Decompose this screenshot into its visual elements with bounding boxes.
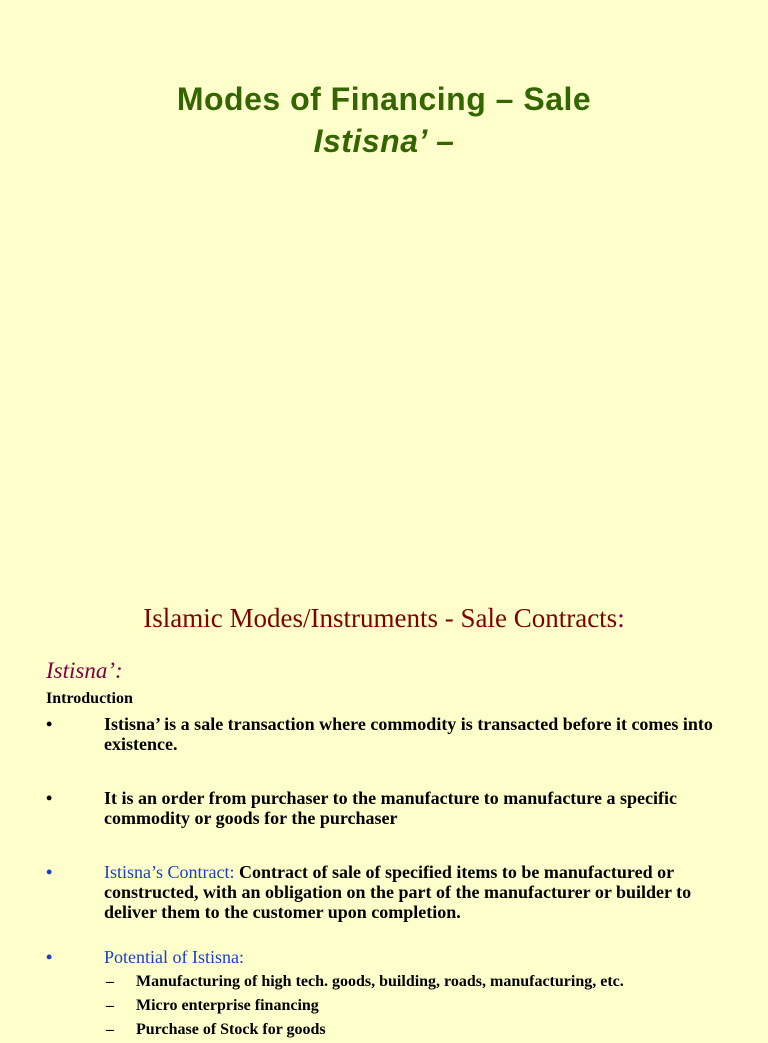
istisna-title: Istisna’:	[46, 658, 123, 683]
introduction-label: Introduction	[46, 690, 133, 707]
bullet-icon: •	[46, 862, 53, 882]
bullet-text	[104, 947, 736, 967]
potential-list	[106, 971, 746, 1043]
bullet-potential	[46, 947, 736, 967]
bullet-contract	[46, 862, 736, 922]
bullet-text: It is an order from purchaser to the manufacture to manufacture a specific commodity or goods for the purchaser	[104, 788, 677, 828]
bullet-icon: •	[46, 788, 53, 808]
potential-label: Potential of Istisna:	[104, 947, 244, 967]
bullet-text: Istisna’ is a sale transaction where commodity is transacted before it comes into existence.	[104, 714, 713, 754]
title-line-1: Modes of Financing – Sale	[176, 81, 592, 117]
contract-label: Istisna’s Contract:	[104, 862, 235, 882]
section-heading	[0, 603, 768, 634]
bullet-icon: •	[46, 714, 53, 734]
dash-icon: –	[106, 997, 114, 1014]
slide-title	[0, 78, 768, 162]
bullet-order	[46, 788, 736, 828]
dash-icon: –	[106, 973, 114, 990]
contract-text: Contract of sale of specified items to be manufactured or constructed, with an obligation on the part of the manufacturer or builder to deliver them to the customer upon completion.	[104, 862, 692, 922]
bullet-definition	[46, 714, 736, 754]
bullet-text	[104, 862, 736, 922]
heading-colon: :	[617, 603, 625, 633]
bullet-icon: •	[46, 947, 53, 967]
list-item: – Manufacturing of high tech. goods, building, roads, manufacturing, etc.	[106, 971, 746, 995]
list-item: – Purchase of Stock for goods	[106, 1019, 746, 1043]
list-item: – Micro enterprise financing	[106, 995, 746, 1019]
title-line-2: Istisna’ –	[313, 123, 455, 159]
dash-icon: –	[106, 1021, 114, 1038]
heading-text: Islamic Modes/Instruments - Sale Contracts	[143, 603, 618, 633]
